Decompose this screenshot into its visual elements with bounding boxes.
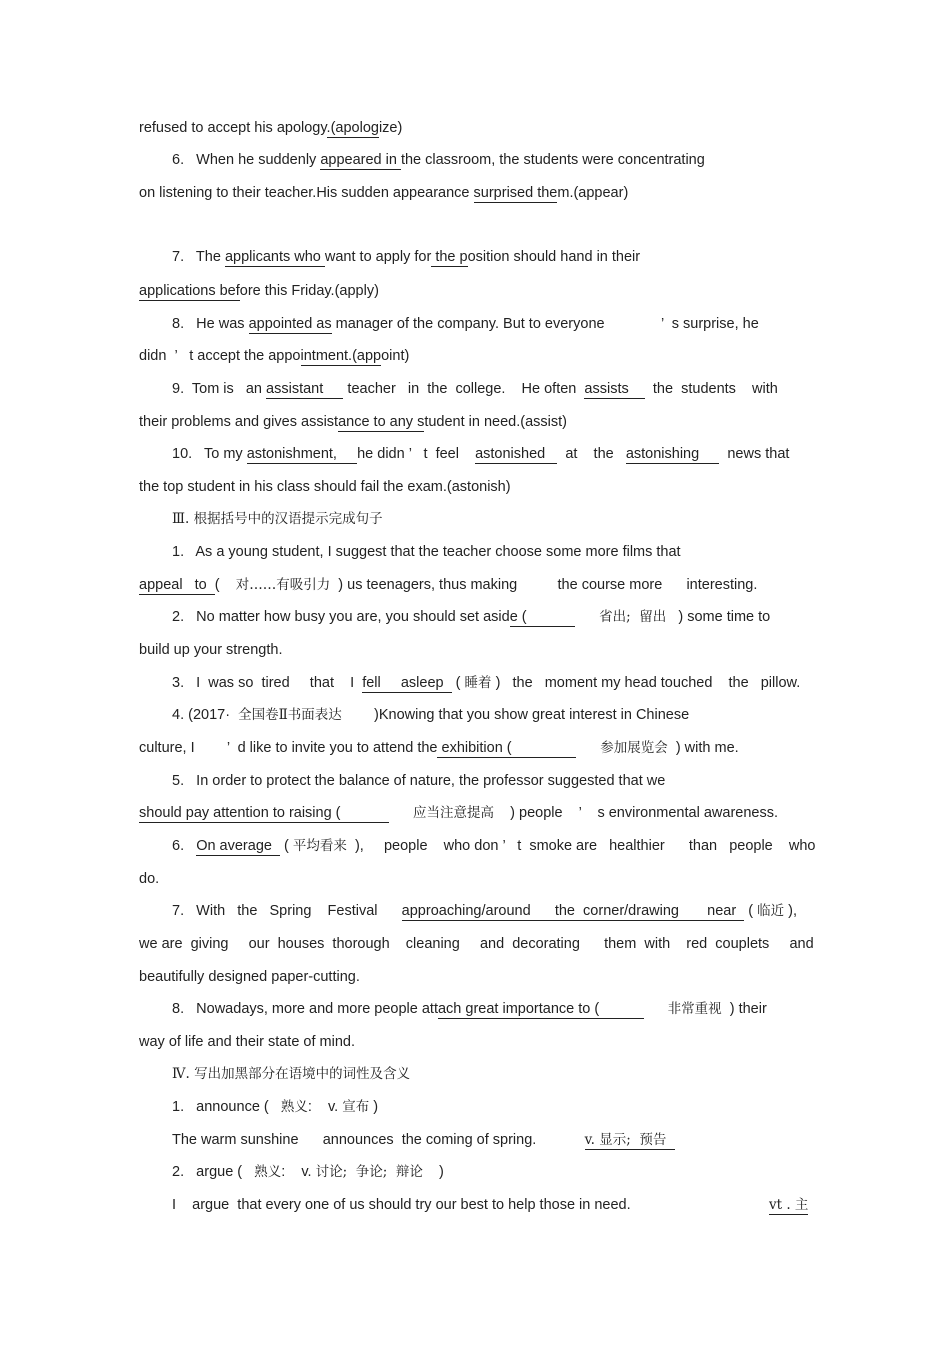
text-segment: 宣布 (342, 1099, 370, 1115)
text-segment: : v. (307, 1099, 343, 1115)
text-line (172, 444, 789, 464)
text-line (172, 509, 383, 529)
text-segment: 5. In order to protect the balance of nature, the professor suggested that we (172, 773, 666, 789)
text-segment: 7. The (172, 249, 225, 265)
text-segment: on listening to their teacher.His sudden appearance (139, 185, 474, 201)
text-segment: osition should hand in their (467, 249, 641, 265)
text-segment: we are giving our houses thorough cleaning and decorating them with red couplets and (139, 936, 814, 952)
text-line (172, 150, 705, 170)
text-segment: at the (557, 446, 626, 462)
text-line (172, 836, 815, 856)
text-line (769, 1195, 808, 1215)
answer-blank: applications bef (139, 283, 240, 299)
answer-blank: ach great importance to ( (437, 1001, 644, 1017)
text-segment: ) (369, 1099, 379, 1115)
text-segment: ) people ’ s environmental awareness. (494, 805, 778, 821)
text-line (139, 281, 379, 301)
text-line (139, 575, 757, 595)
answer-blank: astonishing (625, 446, 720, 462)
text-segment: build up your strength. (139, 642, 283, 658)
text-segment: 3. I was so tired that I (172, 675, 363, 691)
text-segment (576, 740, 600, 756)
text-line (172, 999, 767, 1019)
answer-blank: exhibition ( (437, 740, 577, 756)
text-segment: oint) (381, 348, 410, 364)
text-segment (389, 805, 413, 821)
text-line (172, 1162, 444, 1182)
text-line (139, 967, 360, 987)
text-segment: 10. To my (172, 446, 247, 462)
text-segment: 2. argue ( (172, 1164, 255, 1180)
text-line (139, 346, 409, 366)
answer-blank: appeal to (139, 577, 215, 593)
text-line (139, 738, 739, 758)
text-segment: I argue that every one of us should try our best to help those in need. (172, 1197, 631, 1213)
text-segment: ( (280, 838, 293, 854)
text-segment: Ⅲ. 根据括号中的汉语提示完成句子 (172, 511, 383, 527)
answer-blank: intment.(app (300, 348, 382, 364)
text-segment: teacher in the college. He often (343, 381, 585, 397)
answer-blank: approaching/around the corner/drawing near (401, 903, 745, 919)
text-line (139, 934, 814, 954)
text-line (172, 1130, 675, 1150)
text-segment (575, 609, 599, 625)
text-segment: Ⅳ. 写出加黑部分在语境中的词性及含义 (172, 1066, 411, 1082)
text-segment: 非常重视 (667, 1001, 722, 1017)
text-segment: m.(appear) (557, 185, 629, 201)
text-segment: their problems and gives assist (139, 414, 339, 430)
text-line (139, 118, 402, 138)
text-segment: 1. announce ( (172, 1099, 281, 1115)
text-segment: 省出; 留出 (599, 609, 667, 625)
text-line (172, 1195, 631, 1215)
answer-blank: astonishment, (246, 446, 358, 462)
text-segment: 睡着 (464, 675, 492, 691)
text-line (172, 247, 640, 267)
answer-blank: .(apolog (326, 120, 379, 136)
answer-blank: the p (431, 249, 468, 265)
text-segment: 6. (172, 838, 197, 854)
text-segment: ( (744, 903, 758, 919)
text-segment: culture, I ’ d like to invite you to attend the (139, 740, 438, 756)
text-segment: manager of the company. But to everyone ’ s surprise, he (331, 316, 759, 332)
text-line (172, 379, 778, 399)
text-segment: : v. (281, 1164, 316, 1180)
text-segment: ) the moment my head touched the pillow. (491, 675, 801, 691)
text-segment: 6. When he suddenly (172, 152, 321, 168)
answer-blank: fell asleep (362, 675, 452, 691)
text-segment: tudent in need.(assist) (424, 414, 567, 430)
text-line (139, 183, 628, 203)
answer-blank: v. 显示; 预告 (584, 1132, 675, 1148)
text-line (172, 1064, 410, 1084)
text-segment: 参加展览会 (600, 740, 668, 756)
answer-blank: e ( (509, 609, 575, 625)
answer-blank: astonished (475, 446, 558, 462)
answer-blank: appeared in (320, 152, 401, 168)
text-line (139, 640, 282, 660)
answer-blank: appointed as (248, 316, 332, 332)
text-segment: 1. As a young student, I suggest that the teacher choose some more films that (172, 544, 681, 560)
text-segment: 对……有吸引力 (235, 577, 331, 593)
text-line (172, 901, 797, 921)
text-segment: refused to accept his apology (139, 120, 327, 136)
text-segment: news that (719, 446, 790, 462)
text-segment: didn ’ t accept the appo (139, 348, 301, 364)
text-segment: 临近 (757, 903, 785, 919)
text-segment: 2. No matter how busy you are, you should set asid (172, 609, 510, 625)
text-segment: ) their (721, 1001, 767, 1017)
text-segment: ) (422, 1164, 444, 1180)
text-segment (644, 1001, 668, 1017)
text-segment: ( (214, 577, 236, 593)
text-segment: The warm sunshine announces the coming of spring. (172, 1132, 585, 1148)
text-segment: ), people who don ’ t smoke are healthier than people who (346, 838, 816, 854)
text-line (172, 673, 800, 693)
text-line (172, 314, 759, 334)
text-segment: ) with me. (667, 740, 739, 756)
text-segment: ize) (378, 120, 403, 136)
text-segment: 熟义 (280, 1099, 308, 1115)
text-segment: ) us teenagers, thus making the course more interesting. (330, 577, 758, 593)
text-line (139, 412, 567, 432)
text-segment: ore this Friday.(apply) (239, 283, 379, 299)
text-segment: beautifully designed paper-cutting. (139, 969, 360, 985)
answer-blank: should pay attention to raising ( (139, 805, 389, 821)
text-segment: 平均看来 (292, 838, 347, 854)
text-segment: 全国卷Ⅱ书面表达 (238, 707, 342, 723)
text-line (172, 542, 681, 562)
text-segment: ( (451, 675, 465, 691)
text-line (172, 771, 665, 791)
text-segment: 7. With the Spring Festival (172, 903, 402, 919)
text-segment: 熟义 (254, 1164, 282, 1180)
answer-blank: surprised the (473, 185, 558, 201)
text-line (139, 477, 511, 497)
text-segment: the classroom, the students were concentrating (400, 152, 705, 168)
answer-blank: ance to any s (338, 414, 425, 430)
text-segment: the top student in his class should fail the exam.(astonish) (139, 479, 511, 495)
answer-blank: On average (196, 838, 281, 854)
answer-blank: vt . 主 (769, 1197, 809, 1213)
text-segment: want to apply for (324, 249, 432, 265)
text-line (172, 607, 770, 627)
text-segment: ), (784, 903, 798, 919)
text-segment: he didn ’ t feel (357, 446, 476, 462)
text-line (139, 803, 778, 823)
text-segment: 讨论; 争论; 辩论 (315, 1164, 423, 1180)
text-segment: way of life and their state of mind. (139, 1034, 355, 1050)
text-segment: the students with (644, 381, 778, 397)
text-line (172, 705, 689, 725)
text-segment: 8. He was (172, 316, 249, 332)
text-segment: do. (139, 871, 160, 887)
text-segment: 应当注意提高 (413, 805, 495, 821)
text-line (139, 1032, 355, 1052)
text-line (139, 869, 159, 889)
answer-blank: assists (584, 381, 645, 397)
answer-blank: assistant (266, 381, 344, 397)
answer-blank: applicants who (224, 249, 325, 265)
text-segment: 9. Tom is an (172, 381, 267, 397)
text-segment: )Knowing that you show great interest in Chinese (341, 707, 690, 723)
text-line (172, 1097, 378, 1117)
text-segment: 4. (2017· (172, 707, 239, 723)
text-segment: ) some time to (666, 609, 771, 625)
text-segment: 8. Nowadays, more and more people att (172, 1001, 438, 1017)
